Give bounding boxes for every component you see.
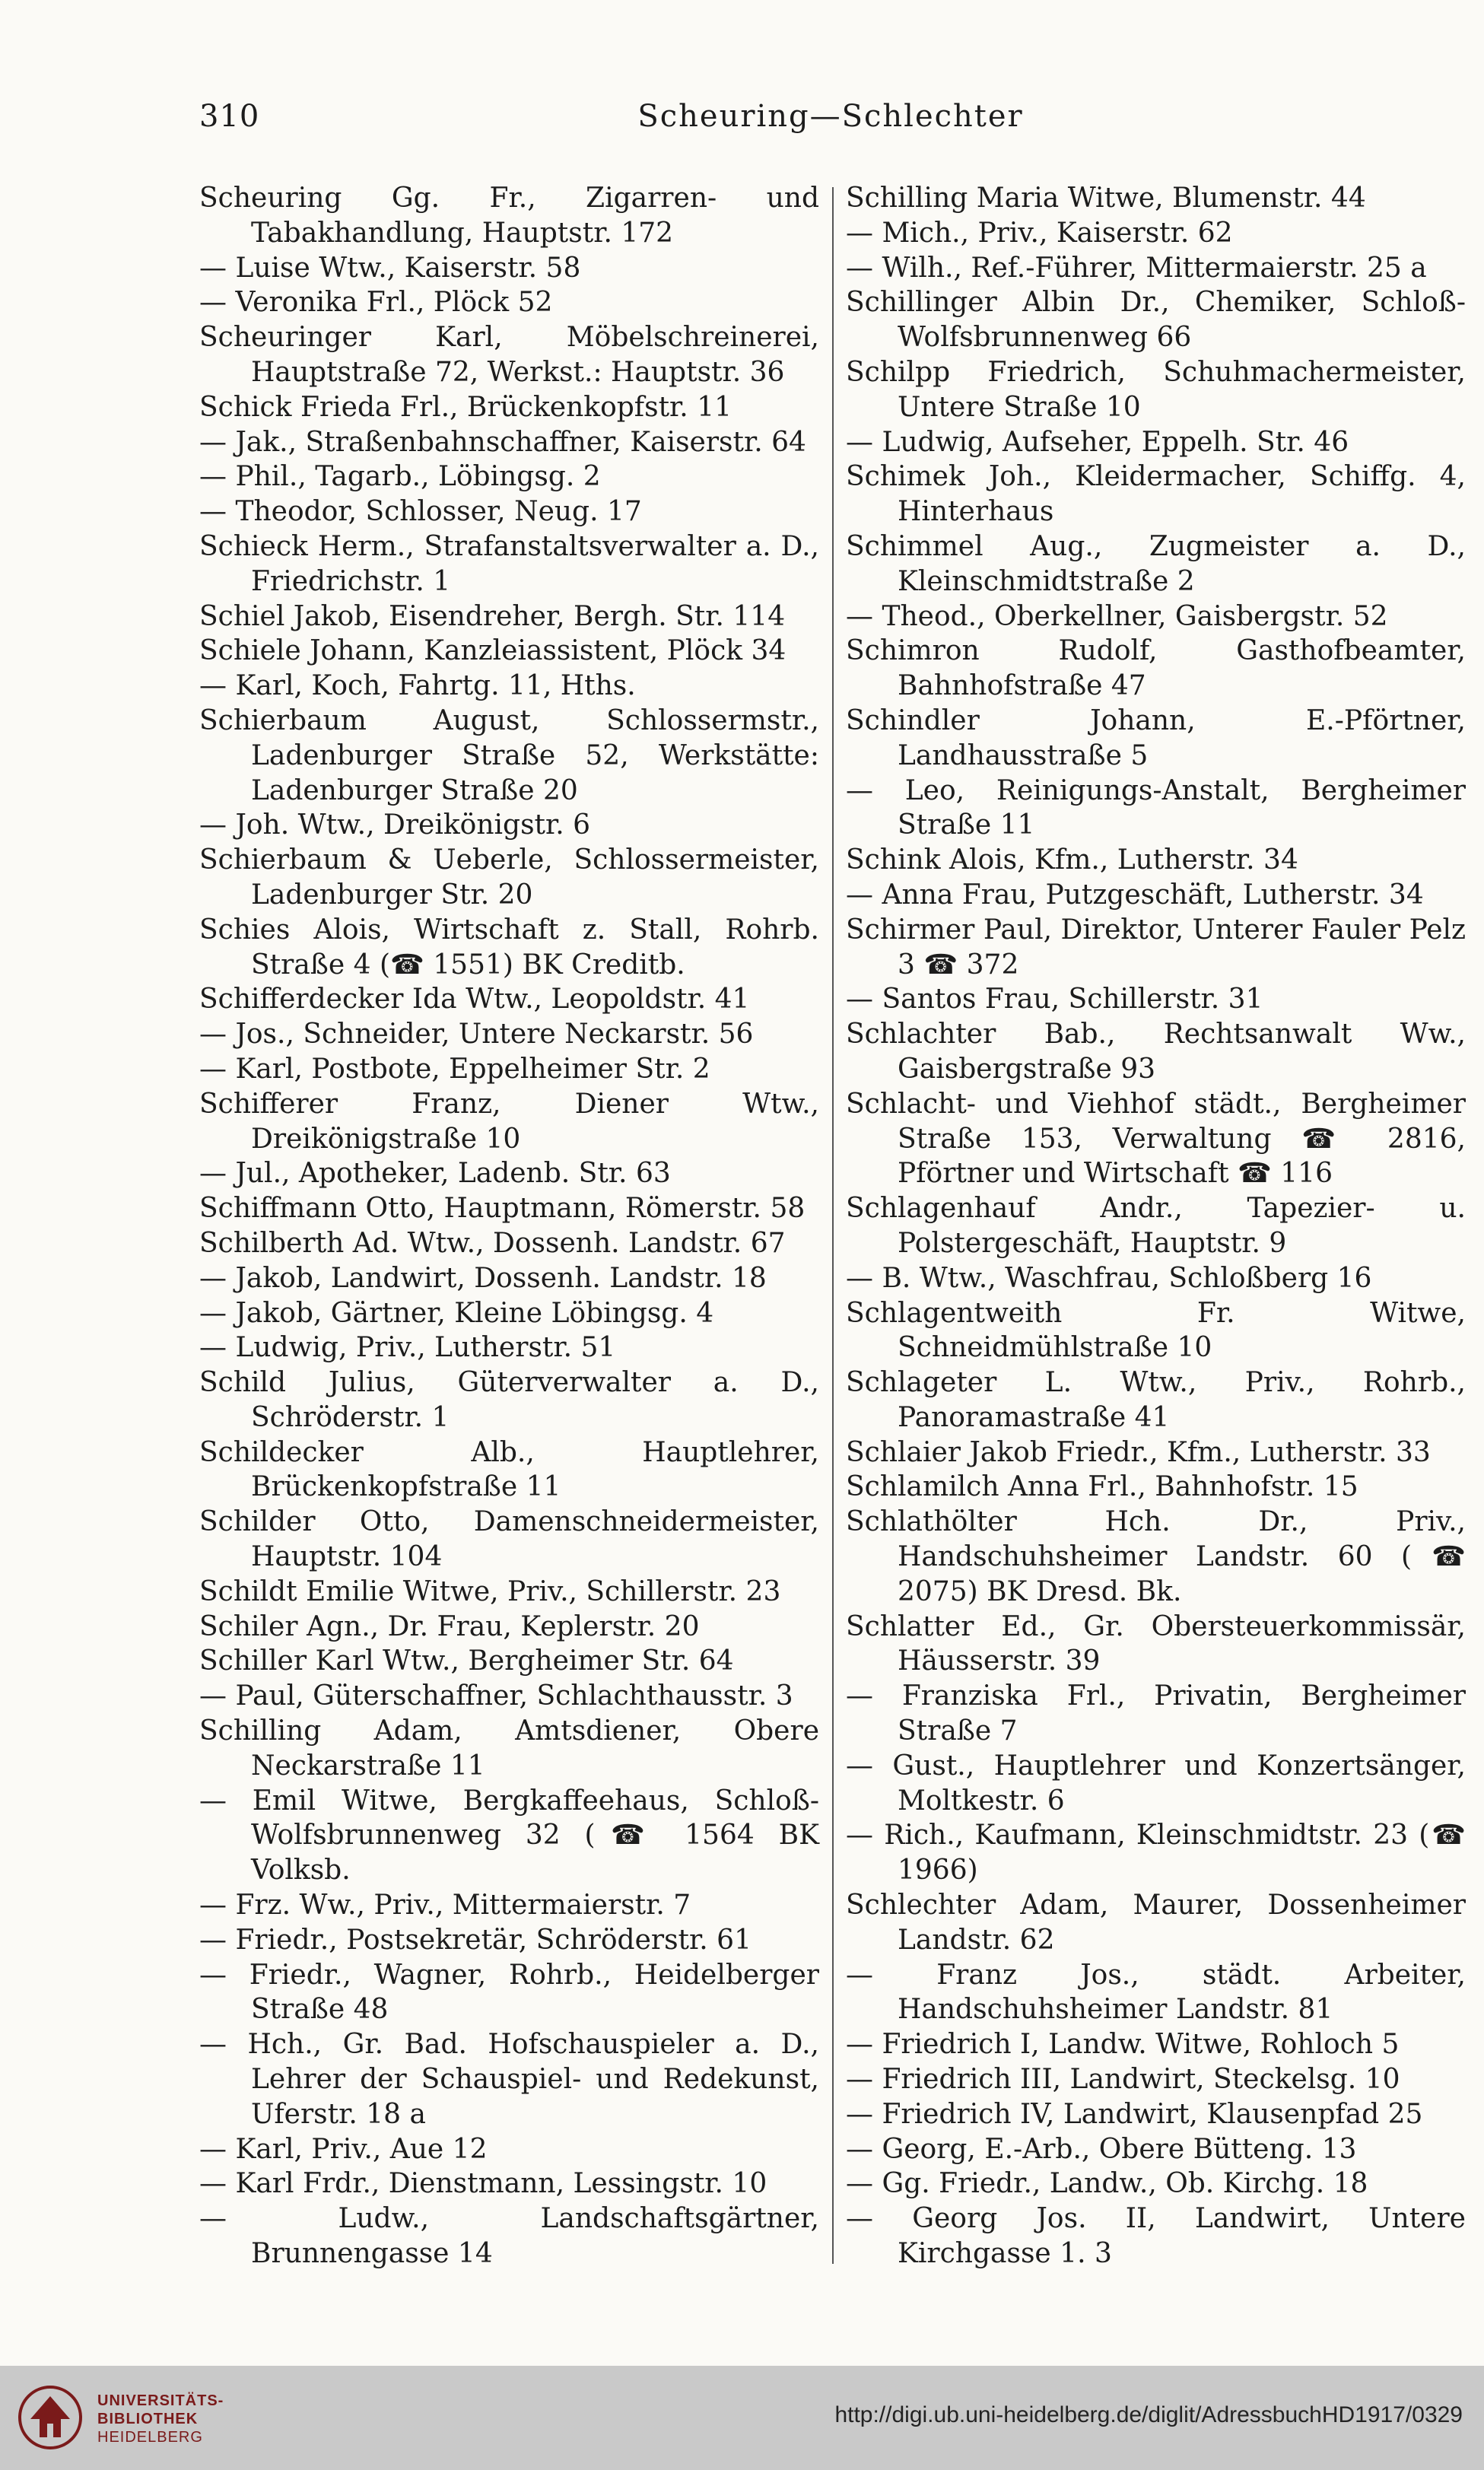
directory-entry: Schlechter Adam, Maurer, Dossenheimer Landstr. 62 xyxy=(846,1890,1466,1956)
directory-entry: Schimron Rudolf, Gasthofbeamter, Bahnhofstraße 47 xyxy=(846,635,1466,702)
column-divider xyxy=(832,187,834,2264)
directory-entry: — Karl, Postbote, Eppelheimer Str. 2 xyxy=(199,1053,710,1085)
directory-entry: Scheuringer Karl, Möbelschreinerei, Hauptstraße 72, Werkst.: Hauptstr. 36 xyxy=(199,322,819,388)
left-column xyxy=(199,181,819,2271)
directory-entry: — Gust., Hauptlehrer und Konzertsänger, Moltkestr. 6 xyxy=(846,1750,1466,1817)
directory-entry: — Georg, E.-Arb., Obere Bütteng. 13 xyxy=(846,2133,1357,2165)
directory-entry: — Karl, Priv., Aue 12 xyxy=(199,2133,488,2165)
directory-entry: Schlamilch Anna Frl., Bahnhofstr. 15 xyxy=(846,1471,1358,1503)
directory-entry: Schlageter L. Wtw., Priv., Rohrb., Panoramastraße 41 xyxy=(846,1367,1466,1433)
directory-entry: Scheuring Gg. Fr., Zigarren- und Tabakhandlung, Hauptstr. 172 xyxy=(199,183,819,249)
directory-entry: Schlatter Ed., Gr. Obersteuerkommissär, Häusserstr. 39 xyxy=(846,1610,1466,1677)
directory-entry: Schink Alois, Kfm., Lutherstr. 34 xyxy=(846,844,1298,876)
directory-entry: — Ludwig, Aufseher, Eppelh. Str. 46 xyxy=(846,426,1349,458)
footer-bar xyxy=(0,2366,1484,2470)
directory-entry: — Joh. Wtw., Dreikönigstr. 6 xyxy=(199,809,591,841)
directory-entry: — Friedr., Postsekretär, Schröderstr. 61 xyxy=(199,1924,752,1956)
directory-entry: — B. Wtw., Waschfrau, Schloßberg 16 xyxy=(846,1262,1372,1294)
directory-entry: Schindler Johann, E.-Pförtner, Landhausstraße 5 xyxy=(846,704,1466,771)
directory-entry: — Wilh., Ref.-Führer, Mittermaierstr. 25 a xyxy=(846,252,1427,284)
directory-entry: Schilling Adam, Amtsdiener, Obere Neckarstraße 11 xyxy=(199,1715,819,1782)
directory-entry: Schlathölter Hch. Dr., Priv., Handschuhsheimer Landstr. 60 (☎ 2075) BK Dresd. Bk. xyxy=(846,1506,1466,1607)
directory-entry: — Karl, Koch, Fahrtg. 11, Hths. xyxy=(199,670,636,702)
directory-entry: — Anna Frau, Putzgeschäft, Lutherstr. 34 xyxy=(846,879,1424,911)
directory-entry: — Jakob, Landwirt, Dossenh. Landstr. 18 xyxy=(199,1262,767,1294)
directory-entry: — Friedrich III, Landwirt, Steckelsg. 10 xyxy=(846,2064,1400,2096)
directory-entry: Schick Frieda Frl., Brückenkopfstr. 11 xyxy=(199,391,732,423)
directory-entry: — Karl Frdr., Dienstmann, Lessingstr. 10 xyxy=(199,2168,767,2200)
directory-entry: — Franz Jos., städt. Arbeiter, Handschuhsheimer Landstr. 81 xyxy=(846,1959,1466,2026)
directory-entry: — Friedr., Wagner, Rohrb., Heidelberger Straße 48 xyxy=(199,1959,819,2026)
directory-entry: Schieck Herm., Strafanstaltsverwalter a. D., Friedrichstr. 1 xyxy=(199,530,819,597)
directory-entry: — Friedrich IV, Landwirt, Klausenpfad 25 xyxy=(846,2098,1423,2130)
directory-entry: — Luise Wtw., Kaiserstr. 58 xyxy=(199,252,581,284)
directory-entry: Schifferdecker Ida Wtw., Leopoldstr. 41 xyxy=(199,984,750,1016)
directory-entry: — Phil., Tagarb., Löbingsg. 2 xyxy=(199,461,601,493)
directory-entry: — Georg Jos. II, Landwirt, Untere Kirchgasse 1. 3 xyxy=(846,2203,1466,2270)
directory-entry: Schierbaum August, Schlossermstr., Ladenburger Straße 52, Werkstätte: Ladenburger Straße 20 xyxy=(199,704,819,806)
directory-entry: Schierbaum & Ueberle, Schlossermeister, Ladenburger Str. 20 xyxy=(199,844,819,911)
directory-entry: — Ludwig, Priv., Lutherstr. 51 xyxy=(199,1332,616,1364)
library-name xyxy=(97,2392,224,2446)
directory-entry: — Friedrich I, Landw. Witwe, Rohloch 5 xyxy=(846,2029,1400,2061)
directory-entry: Schildt Emilie Witwe, Priv., Schillerstr. 23 xyxy=(199,1575,781,1607)
directory-entry: Schildecker Alb., Hauptlehrer, Brückenkopfstraße 11 xyxy=(199,1436,819,1503)
directory-entry: — Santos Frau, Schillerstr. 31 xyxy=(846,984,1263,1016)
directory-entry: Schilberth Ad. Wtw., Dossenh. Landstr. 67 xyxy=(199,1227,786,1259)
page-header xyxy=(199,99,1462,145)
directory-entry: Schies Alois, Wirtschaft z. Stall, Rohrb. Straße 4 (☎ 1551) BK Creditb. xyxy=(199,914,819,981)
directory-entry: Schilling Maria Witwe, Blumenstr. 44 xyxy=(846,183,1366,214)
directory-entry: — Frz. Ww., Priv., Mittermaierstr. 7 xyxy=(199,1890,691,1922)
directory-entry: — Veronika Frl., Plöck 52 xyxy=(199,287,553,319)
directory-entry: Schiele Johann, Kanzleiassistent, Plöck 34 xyxy=(199,635,786,667)
directory-entry: Schlagentweith Fr. Witwe, Schneidmühlstraße 10 xyxy=(846,1297,1466,1364)
directory-entry: Schimmel Aug., Zugmeister a. D., Kleinschmidtstraße 2 xyxy=(846,530,1466,597)
directory-entry: — Jul., Apotheker, Ladenb. Str. 63 xyxy=(199,1158,671,1190)
library-logo[interactable] xyxy=(15,2381,243,2457)
directory-columns xyxy=(199,181,1466,2281)
logo-line-3: HEIDELBERG xyxy=(97,2429,203,2446)
running-head: Scheuring—Schlechter xyxy=(637,99,1024,134)
directory-entry: Schild Julius, Güterverwalter a. D., Schröderstr. 1 xyxy=(199,1367,819,1433)
right-column xyxy=(846,181,1466,2271)
directory-entry: Schiler Agn., Dr. Frau, Keplerstr. 20 xyxy=(199,1610,700,1642)
directory-entry: Schiffmann Otto, Hauptmann, Römerstr. 58 xyxy=(199,1193,806,1225)
directory-entry: Schiel Jakob, Eisendreher, Bergh. Str. 114 xyxy=(199,600,786,632)
directory-entry: Schirmer Paul, Direktor, Unterer Fauler Pelz 3 ☎ 372 xyxy=(846,914,1466,981)
directory-entry: — Gg. Friedr., Landw., Ob. Kirchg. 18 xyxy=(846,2168,1368,2200)
directory-entry: Schlagenhauf Andr., Tapezier- u. Polstergeschäft, Hauptstr. 9 xyxy=(846,1193,1466,1259)
directory-entry: Schlacht- und Viehhof städt., Bergheimer Straße 153, Verwaltung ☎ 2816, Pförtner und Wirtschaft ☎ 116 xyxy=(846,1088,1466,1190)
directory-entry: — Emil Witwe, Bergkaffeehaus, Schloß-Wolfsbrunnenweg 32 (☎ 1564 BK Volksb. xyxy=(199,1785,819,1887)
directory-entry: — Jakob, Gärtner, Kleine Löbingsg. 4 xyxy=(199,1297,714,1329)
logo-line-1: UNIVERSITÄTS- xyxy=(97,2392,224,2409)
directory-entry: Schlachter Bab., Rechtsanwalt Ww., Gaisbergstraße 93 xyxy=(846,1019,1466,1085)
directory-entry: — Mich., Priv., Kaiserstr. 62 xyxy=(846,217,1233,249)
directory-entry: Schimek Joh., Kleidermacher, Schiffg. 4, Hinterhaus xyxy=(846,461,1466,528)
directory-entry: Schilpp Friedrich, Schuhmachermeister, Untere Straße 10 xyxy=(846,356,1466,423)
directory-entry: Schillinger Albin Dr., Chemiker, Schloß-Wolfsbrunnenweg 66 xyxy=(846,287,1466,354)
directory-entry: — Jak., Straßenbahnschaffner, Kaiserstr. 64 xyxy=(199,426,806,458)
directory-entry: Schifferer Franz, Diener Wtw., Dreikönigstraße 10 xyxy=(199,1088,819,1155)
directory-entry: — Theodor, Schlosser, Neug. 17 xyxy=(199,496,642,528)
library-seal-icon xyxy=(15,2381,85,2454)
directory-entry: — Leo, Reinigungs-Anstalt, Bergheimer Straße 11 xyxy=(846,774,1466,841)
directory-entry: — Hch., Gr. Bad. Hofschauspieler a. D., Lehrer der Schauspiel- und Redekunst, Uferstr. 18 a xyxy=(199,2029,819,2130)
directory-entry: Schlaier Jakob Friedr., Kfm., Lutherstr. 33 xyxy=(846,1436,1431,1468)
directory-entry: — Franziska Frl., Privatin, Bergheimer Straße 7 xyxy=(846,1680,1466,1747)
directory-entry: Schiller Karl Wtw., Bergheimer Str. 64 xyxy=(199,1645,734,1677)
directory-entry: Schilder Otto, Damenschneidermeister, Hauptstr. 104 xyxy=(199,1506,819,1573)
directory-entry: — Theod., Oberkellner, Gaisbergstr. 52 xyxy=(846,600,1388,632)
directory-entry: — Paul, Güterschaffner, Schlachthausstr. 3 xyxy=(199,1680,793,1712)
source-url-link[interactable]: http://digi.ub.uni-heidelberg.de/diglit/AdressbuchHD1917/0329 xyxy=(834,2402,1463,2427)
page-number: 310 xyxy=(199,99,260,134)
logo-line-2: BIBLIOTHEK xyxy=(97,2411,199,2427)
directory-entry: — Ludw., Landschaftsgärtner, Brunnengasse 14 xyxy=(199,2203,819,2270)
directory-entry: — Jos., Schneider, Untere Neckarstr. 56 xyxy=(199,1019,754,1051)
directory-entry: — Rich., Kaufmann, Kleinschmidtstr. 23 (☎ 1966) xyxy=(846,1820,1466,1887)
